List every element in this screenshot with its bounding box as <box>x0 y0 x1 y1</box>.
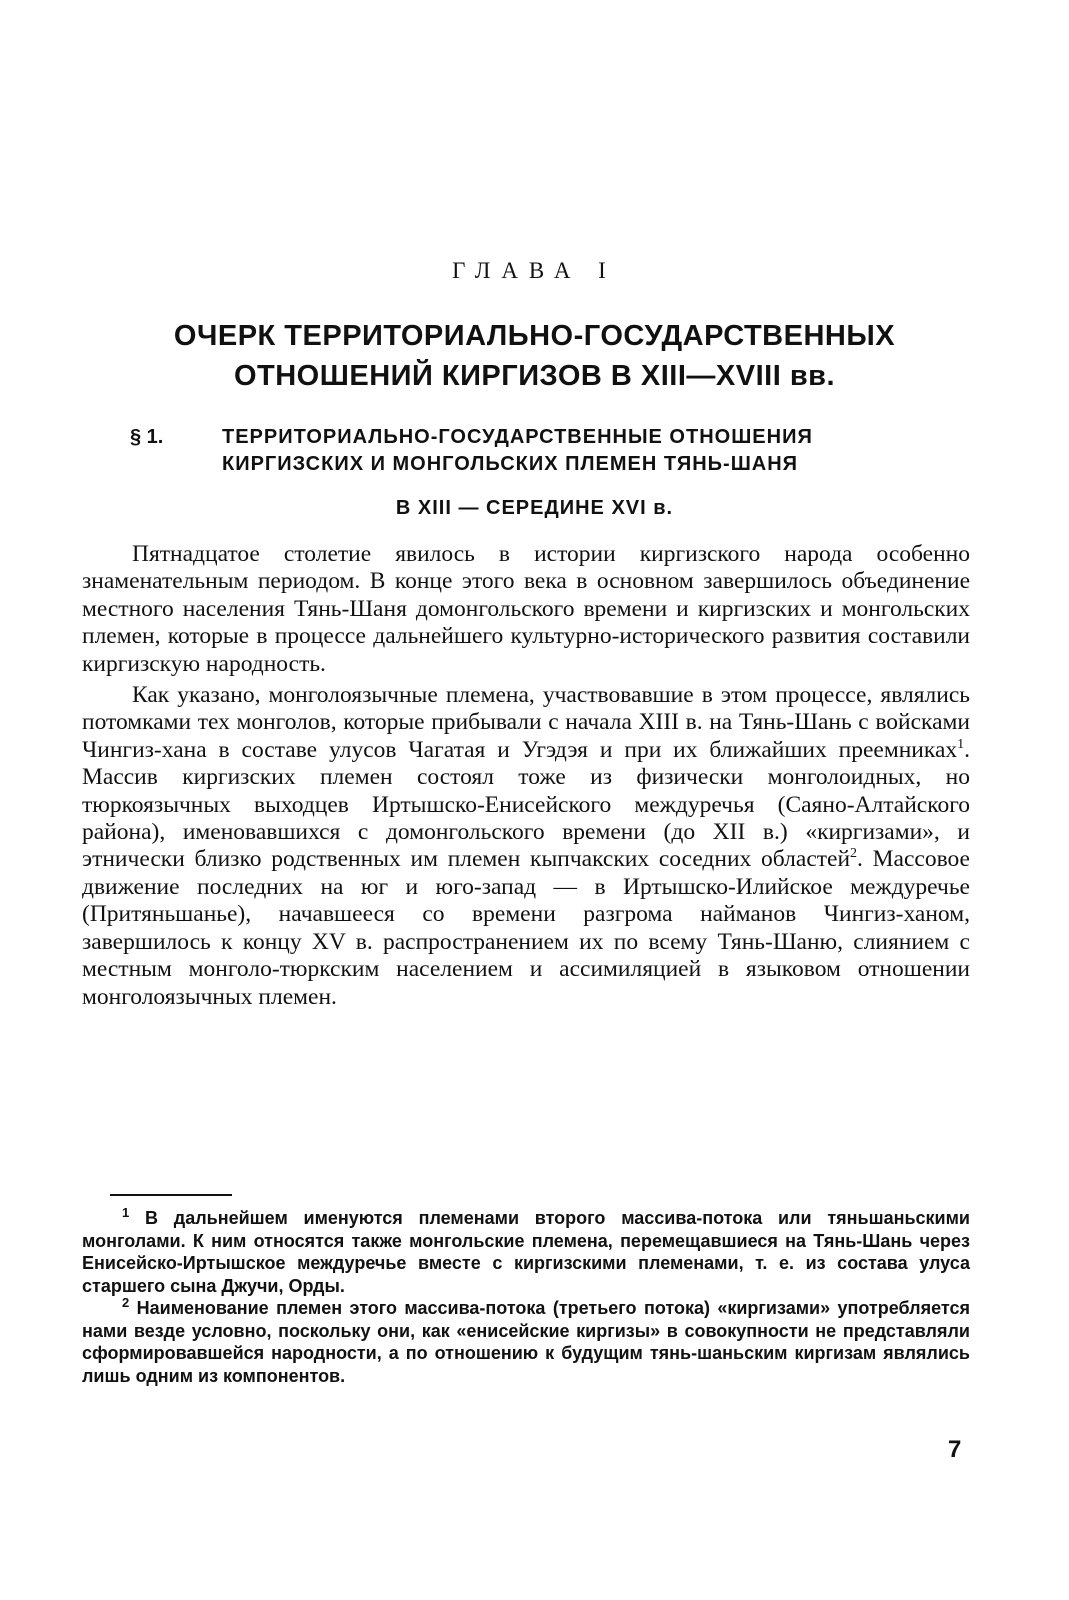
paragraph-2-part-a: Как указано, монголоязычные племена, участвовавшие в этом процессе, являлись потомками тех монголов, которые прибывали с начала XIII в. на Тянь-Шань с войсками Чингиз-хана в составе улусов Чагатая и Угэдэя и при их ближайших преемниках <box>82 682 970 763</box>
paragraph-2 <box>82 682 970 1011</box>
footnote-ref-2: 2 <box>850 846 858 862</box>
footnote-2-text: Наименование племен этого массива-потока (третьего потока) «киргизами» употребляется нами везде условно, поскольку они, как «енисейские киргизы» в совокупности не представляли сформировавшейся народности, а по отношению к будущим тянь-шаньским киргизам являлись лишь одним из компонентов. <box>82 1298 970 1386</box>
section-title-line-3: В XIII — СЕРЕДИНЕ XVI в. <box>395 497 674 519</box>
page-number: 7 <box>948 1436 962 1463</box>
footnote-2 <box>82 1297 970 1387</box>
footnote-2-mark: 2 <box>122 1295 130 1310</box>
footnote-1-mark: 1 <box>122 1205 130 1220</box>
footnotes <box>82 1207 970 1387</box>
chapter-title <box>0 316 1069 396</box>
paragraph-2-part-c: . Массовое движение последних на юг и юго-запад — в Иртышско-Илийское междуречье (Притяньшанье), начавшееся со времени разгрома найманов Чингиз-ханом, завершилось к концу XV в. распространением их по всему Тянь-Шаню, слиянием с местным монголо-тюркским населением и ассимиляцией в языковом отношении монголоязычных племен. <box>82 846 970 1010</box>
chapter-title-line-1: ОЧЕРК ТЕРРИТОРИАЛЬНО-ГОСУДАРСТВЕННЫХ <box>173 320 896 352</box>
paragraph-2-part-b: . Массив киргизских племен состоял тоже из физически монголоидных, но тюркоязычных выходцев Иртышско-Енисейского междуречья (Саяно-Алтайского района), именовавшихся с домонгольского времени (до XII в.) «киргизами», и этнически близко родственных им племен кыпчакских соседних областей <box>82 736 970 873</box>
chapter-title-line-2: ОТНОШЕНИЙ КИРГИЗОВ В XIII—XVIII вв. <box>233 360 836 392</box>
section-title <box>222 424 952 478</box>
paragraph-1: Пятнадцатое столетие явилось в истории киргизского народа особенно знаменательным периодом. В конце этого века в основном завершилось объединение местного населения Тянь-Шаня домонгольского времени и киргизских и монгольских племен, которые в процессе дальнейшего культурно-исторического развития составили киргизскую народность. <box>82 541 970 677</box>
chapter-label: ГЛАВА I <box>452 258 617 283</box>
footnote-1 <box>82 1207 970 1297</box>
section-title-line-2: КИРГИЗСКИХ И МОНГОЛЬСКИХ ПЛЕМЕН ТЯНЬ-ШАНЯ <box>222 453 799 475</box>
footnote-1-text: В дальнейшем именуются племенами второго массива-потока или тяньшаньскими монголами. К ним относятся также монгольские племена, перемещавшиеся на Тянь-Шань через Енисейско-Иртышское междуречье вместе с киргизскими племенами, т. е. из состава улуса старшего сына Джучи, Орды. <box>82 1208 970 1296</box>
section-title-line-1: ТЕРРИТОРИАЛЬНО-ГОСУДАРСТВЕННЫЕ ОТНОШЕНИЯ <box>222 426 813 448</box>
footnote-ref-1: 1 <box>957 737 965 753</box>
footnote-divider <box>110 1194 232 1196</box>
section-number: § 1. <box>130 426 164 448</box>
body-text <box>82 541 970 1011</box>
